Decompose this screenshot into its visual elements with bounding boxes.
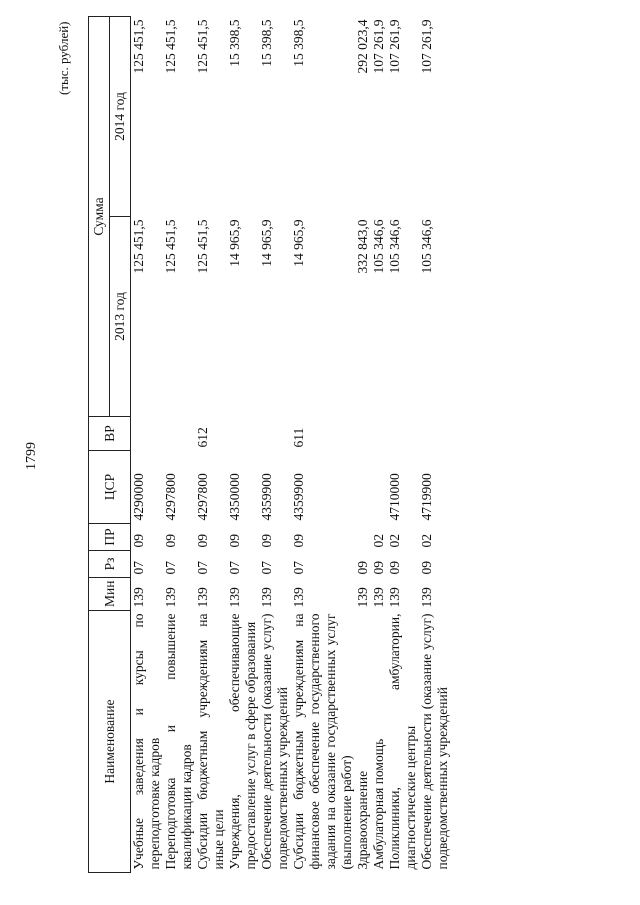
row-name: Переподготовка и повышение квалификации кадров bbox=[163, 613, 194, 870]
row-csr: 4290000 bbox=[131, 473, 146, 521]
row-2013: 14 965,9 bbox=[259, 219, 274, 267]
row-rz: 07 bbox=[163, 561, 178, 575]
table-body bbox=[131, 16, 452, 872]
row-pr: 09 bbox=[259, 534, 274, 548]
row-min: 139 bbox=[227, 587, 242, 608]
row-name: Поликлиники, амбулатории, диагностические центры bbox=[387, 613, 418, 870]
table-row bbox=[131, 16, 164, 872]
row-name: Амбулаторная помощь bbox=[371, 738, 386, 870]
row-name: Здравоохранение bbox=[355, 770, 370, 870]
row-2013: 125 451,5 bbox=[131, 219, 146, 274]
row-rz: 07 bbox=[259, 561, 274, 575]
row-min: 139 bbox=[131, 587, 146, 608]
header-sum: Сумма bbox=[89, 16, 110, 416]
row-min: 139 bbox=[195, 587, 210, 608]
budget-table bbox=[88, 16, 451, 873]
row-2013: 105 346,6 bbox=[371, 219, 386, 274]
row-name: Обеспечение деятельности (оказание услуг) подведомственных учреждений bbox=[419, 613, 450, 870]
row-name: Учреждения, обеспечивающие предоставление услуг в сфере образования bbox=[227, 613, 258, 870]
row-name: Обеспечение деятельности (оказание услуг) подведомственных учреждений bbox=[259, 613, 290, 870]
row-2014: 125 451,5 bbox=[195, 19, 210, 74]
row-vr bbox=[419, 417, 451, 451]
row-pr: 09 bbox=[291, 534, 306, 548]
row-2013: 14 965,9 bbox=[291, 219, 306, 267]
row-rz: 09 bbox=[371, 561, 386, 575]
row-2013: 14 965,9 bbox=[227, 219, 242, 267]
table-row bbox=[163, 16, 195, 872]
row-min: 139 bbox=[291, 587, 306, 608]
row-vr bbox=[131, 417, 164, 451]
row-min: 139 bbox=[387, 587, 402, 608]
row-csr: 4297800 bbox=[195, 473, 210, 521]
row-vr: 611 bbox=[291, 427, 306, 448]
row-csr: 4719900 bbox=[419, 473, 434, 521]
row-pr: 09 bbox=[131, 534, 146, 548]
units-note: (тыс. рублей) bbox=[56, 21, 71, 95]
row-vr bbox=[371, 417, 387, 451]
row-2014: 292 023,4 bbox=[355, 19, 370, 74]
row-2013: 125 451,5 bbox=[163, 219, 178, 274]
row-2013: 125 451,5 bbox=[195, 219, 210, 274]
header-pr: ПР bbox=[89, 524, 131, 551]
row-2014: 125 451,5 bbox=[163, 19, 178, 74]
row-rz: 07 bbox=[227, 561, 242, 575]
row-2013: 105 346,6 bbox=[387, 219, 402, 274]
row-vr: 612 bbox=[195, 427, 210, 448]
row-min: 139 bbox=[371, 587, 386, 608]
row-name: Субсидии бюджетным учреждениям на финансовое обеспечение государственного задания на оказание государственных услуг (выполнение работ) bbox=[291, 613, 354, 870]
row-min: 139 bbox=[419, 587, 434, 608]
row-vr bbox=[387, 417, 419, 451]
row-rz: 09 bbox=[387, 561, 402, 575]
row-2014: 107 261,9 bbox=[371, 19, 386, 74]
row-csr bbox=[371, 451, 387, 524]
row-csr: 4359900 bbox=[259, 473, 274, 521]
row-min: 139 bbox=[163, 587, 178, 608]
row-2014: 15 398,5 bbox=[227, 19, 242, 67]
table-row bbox=[291, 16, 355, 872]
row-csr: 4359900 bbox=[291, 473, 306, 521]
row-min: 139 bbox=[259, 587, 274, 608]
row-csr bbox=[355, 451, 371, 524]
table-row bbox=[195, 16, 227, 872]
table-row bbox=[227, 16, 259, 872]
table-row bbox=[371, 16, 387, 872]
row-rz: 09 bbox=[419, 561, 434, 575]
header-year-2014: 2014 год bbox=[110, 16, 131, 216]
row-rz: 09 bbox=[355, 561, 370, 575]
row-pr: 02 bbox=[371, 534, 386, 548]
row-pr: 09 bbox=[227, 534, 242, 548]
row-pr: 09 bbox=[163, 534, 178, 548]
row-2013: 332 843,0 bbox=[355, 219, 370, 274]
header-year-2013: 2013 год bbox=[110, 217, 131, 417]
row-rz: 07 bbox=[131, 561, 146, 575]
table-row bbox=[355, 16, 371, 872]
row-vr bbox=[355, 417, 371, 451]
row-rz: 07 bbox=[291, 561, 306, 575]
row-pr: 02 bbox=[387, 534, 402, 548]
row-vr bbox=[163, 417, 195, 451]
row-name: Учебные заведения и курсы по переподготовке кадров bbox=[131, 613, 162, 870]
table-row bbox=[259, 16, 291, 872]
row-pr bbox=[355, 524, 371, 551]
row-name: Субсидии бюджетным учреждениям на иные цели bbox=[195, 613, 226, 870]
table-row bbox=[419, 16, 451, 872]
header-vr: ВР bbox=[89, 417, 131, 451]
row-2014: 125 451,5 bbox=[131, 19, 146, 74]
header-min: Мин bbox=[89, 578, 131, 611]
header-name: Наименование bbox=[89, 611, 131, 873]
row-vr bbox=[227, 417, 259, 451]
row-2014: 15 398,5 bbox=[291, 19, 306, 67]
row-min: 139 bbox=[355, 587, 370, 608]
row-2014: 107 261,9 bbox=[419, 19, 434, 74]
row-pr: 02 bbox=[419, 534, 434, 548]
row-vr bbox=[259, 417, 291, 451]
row-rz: 07 bbox=[195, 561, 210, 575]
row-csr: 4350000 bbox=[227, 473, 242, 521]
row-2014: 107 261,9 bbox=[387, 19, 402, 74]
header-rz: Рз bbox=[89, 551, 131, 578]
row-2013: 105 346,6 bbox=[419, 219, 434, 274]
header-csr: ЦСР bbox=[89, 451, 131, 524]
row-csr: 4710000 bbox=[387, 473, 402, 521]
row-csr: 4297800 bbox=[163, 473, 178, 521]
row-pr: 09 bbox=[195, 534, 210, 548]
table-row bbox=[387, 16, 419, 872]
page-number: 1799 bbox=[24, 442, 39, 470]
row-2014: 15 398,5 bbox=[259, 19, 274, 67]
